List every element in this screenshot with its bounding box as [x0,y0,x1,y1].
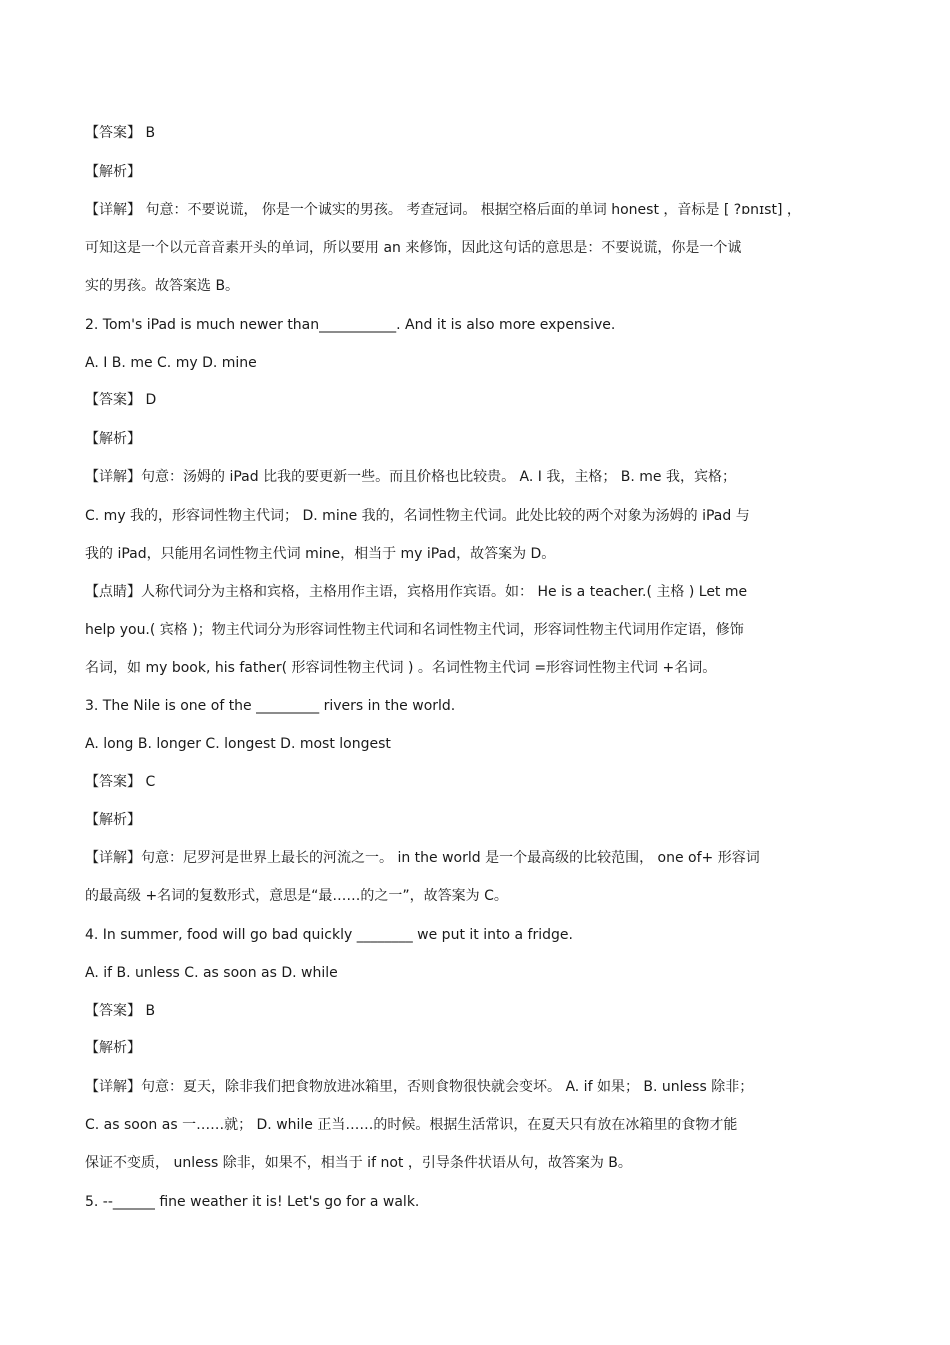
explanation-q1-line2: 可知这是一个以元音音素开头的单词，所以要用 an 来修饰，因此这句话的意思是：不要说谎，你是一个诚 [85,240,742,256]
options-q4: A. if B. unless C. as soon as D. while [85,965,338,981]
answer-label-q4: 【答案】 B [85,1003,156,1019]
answer-label-q1: 【答案】 B [85,125,156,141]
options-q3: A. long B. longer C. longest D. most longest [85,736,391,752]
explanation-q1-line3: 实的男孩。故答案选 B。 [85,278,240,294]
explanation-q4-line3: 保证不变质， unless 除非，如果不，相当于 if not ，引导条件状语从句，故答案为 B。 [85,1155,632,1171]
explanation-q3-line1: 【详解】句意：尼罗河是世界上最长的河流之一。 in the world 是一个最高级的比较范围， one of+ 形容词 [85,850,760,866]
question-5: 5. --______ fine weather it is! Let's go for a walk. [85,1194,420,1210]
explanation-q4-line2: C. as soon as 一……就； D. while 正当……的时候。根据生活常识，在夏天只有放在冰箱里的食物才能 [85,1117,738,1133]
tip-q2-line1: 【点睛】人称代词分为主格和宾格，主格用作主语，宾格用作宾语。如： He is a teacher.( 主格 ) Let me [85,584,748,600]
answer-label-q3: 【答案】 C [85,774,156,790]
explanation-q2-line2: C. my 我的，形容词性物主代词； D. mine 我的，名词性物主代词。此处比较的两个对象为汤姆的 iPad 与 [85,508,750,524]
tip-q2-line2: help you.( 宾格 )；物主代词分为形容词性物主代词和名词性物主代词，形容词性物主代词用作定语，修饰 [85,622,744,638]
explanation-q2-line3: 我的 iPad，只能用名词性物主代词 mine，相当于 my iPad，故答案为 D。 [85,546,556,562]
answer-label-q2: 【答案】 D [85,392,157,408]
question-4: 4. In summer, food will go bad quickly ________ we put it into a fridge. [85,927,573,943]
tip-q2-line3: 名词，如 my book, his father( 形容词性物主代词 ) 。名词性物主代词 =形容词性物主代词 +名词。 [85,660,717,676]
explanation-q1-line1: 【详解】 句意：不要说谎， 你是一个诚实的男孩。 考查冠词。 根据空格后面的单词 honest ，音标是 [ ?ɒnɪst] ， [85,202,801,218]
explanation-q4-line1: 【详解】句意：夏天，除非我们把食物放进冰箱里，否则食物很快就会变坏。 A. if 如果； B. unless 除非； [85,1079,754,1095]
explanation-q3-line2: 的最高级 +名词的复数形式，意思是“最……的之一”，故答案为 C。 [85,888,508,904]
analysis-label-q1: 【解析】 [85,164,141,180]
analysis-label-q2: 【解析】 [85,431,141,447]
analysis-label-q4: 【解析】 [85,1040,141,1056]
question-2: 2. Tom's iPad is much newer than___________. And it is also more expensive. [85,317,616,333]
explanation-q2-line1: 【详解】句意：汤姆的 iPad 比我的要更新一些。而且价格也比较贵。 A. I 我，主格； B. me 我，宾格； [85,469,736,485]
question-3: 3. The Nile is one of the _________ rivers in the world. [85,698,456,714]
analysis-label-q3: 【解析】 [85,812,141,828]
options-q2: A. I B. me C. my D. mine [85,355,257,371]
